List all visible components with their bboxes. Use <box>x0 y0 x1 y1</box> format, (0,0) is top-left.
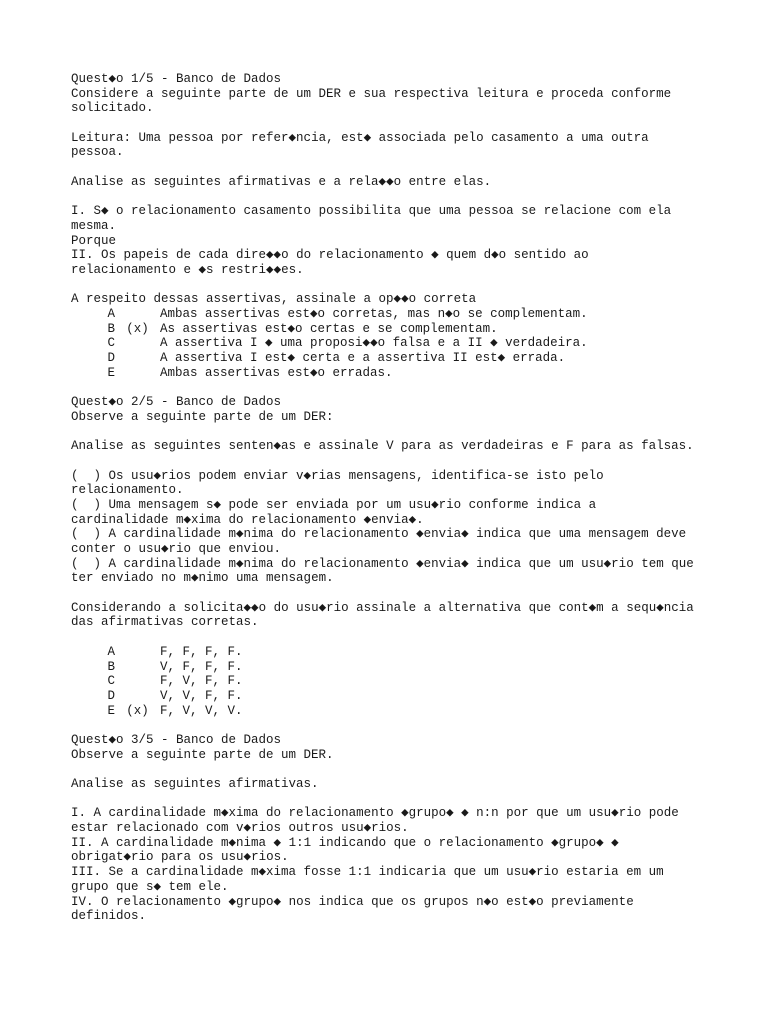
question-2-option <box>71 674 761 689</box>
option-text: As assertivas est◆o certas e se complementam. <box>160 321 498 336</box>
option-mark <box>115 366 160 381</box>
question-1-statement: relacionamento e ◆s restri◆◆es. <box>71 262 304 277</box>
option-letter: D <box>107 351 115 366</box>
question-3-statement: I. A cardinalidade m◆xima do relacionamento ◆grupo◆ ◆ n:n por que um usu◆rio pode <box>71 806 679 821</box>
question-3-title: Quest◆o 3/5 - Banco de Dados <box>71 732 282 747</box>
question-1-reading: Leitura: Uma pessoa por refer◆ncia, est◆ associada pelo casamento a uma outra <box>71 130 649 145</box>
question-1-statement: II. Os papeis de cada dire◆◆o do relacionamento ◆ quem d◆o sentido ao <box>71 248 589 263</box>
question-1-text-line: solicitado. <box>71 101 154 116</box>
option-text: V, F, F, F. <box>160 659 243 674</box>
question-2-statement: conter o usu◆rio que enviou. <box>71 542 282 556</box>
question-3-statement: III. Se a cardinalidade m◆xima fosse 1:1 indicaria que um usu◆rio estaria em um <box>71 865 664 880</box>
question-1-option <box>71 307 761 322</box>
question-2-prompt: das afirmativas corretas. <box>71 615 259 630</box>
question-2-instruction: Analise as seguintes senten◆as e assinale V para as verdadeiras e F para as falsas. <box>71 439 694 454</box>
question-1-reading: pessoa. <box>71 145 124 160</box>
question-3-statement: estar relacionado com v◆rios outros usu◆rios. <box>71 821 409 836</box>
question-1-instruction: Analise as seguintes afirmativas e a rela◆◆o entre elas. <box>71 174 492 189</box>
question-1-statement: I. S◆ o relacionamento casamento possibilita que uma pessoa se relacione com ela <box>71 204 672 219</box>
option-letter: C <box>107 674 115 689</box>
option-mark <box>115 645 160 660</box>
question-3-intro: Observe a seguinte parte de um DER. <box>71 747 334 762</box>
option-text: A assertiva I est◆ certa e a assertiva II est◆ errada. <box>160 351 566 366</box>
option-text: F, V, F, F. <box>160 674 243 689</box>
option-mark <box>115 674 160 689</box>
question-2-option <box>71 645 761 660</box>
question-1-option <box>71 366 761 381</box>
question-1-title: Quest◆o 1/5 - Banco de Dados <box>71 72 282 86</box>
option-mark <box>115 660 160 675</box>
question-3-statement: grupo que s◆ tem ele. <box>71 879 229 894</box>
question-2-statement: ter enviado no m◆nimo uma mensagem. <box>71 571 334 586</box>
option-mark-selected: (x) <box>126 703 149 718</box>
question-2-statement: cardinalidade m◆xima do relacionamento ◆envia◆. <box>71 512 424 527</box>
question-1-text-line: Considere a seguinte parte de um DER e sua respectiva leitura e proceda conforme <box>71 86 672 101</box>
question-2-statement: ( ) Uma mensagem s◆ pode ser enviada por um usu◆rio conforme indica a <box>71 497 597 512</box>
option-letter: A <box>107 644 115 659</box>
question-2-option <box>71 689 761 704</box>
question-2-statement: ( ) A cardinalidade m◆nima do relacionamento ◆envia◆ indica que um usu◆rio tem que <box>71 556 694 571</box>
option-text: F, F, F, F. <box>160 644 243 659</box>
option-text: F, V, V, V. <box>160 703 243 718</box>
question-1-statement: Porque <box>71 233 117 248</box>
question-2-statement: relacionamento. <box>71 483 184 498</box>
question-1-option <box>71 351 761 366</box>
option-text: V, V, F, F. <box>160 688 243 703</box>
option-text: Ambas assertivas est◆o erradas. <box>160 365 393 380</box>
question-1-option <box>71 336 761 351</box>
question-1-statement: mesma. <box>71 218 117 233</box>
question-3-instruction: Analise as seguintes afirmativas. <box>71 777 319 791</box>
option-mark <box>115 351 160 366</box>
option-mark-selected: (x) <box>126 321 149 336</box>
option-mark <box>115 689 160 704</box>
option-letter: C <box>107 336 115 351</box>
option-letter: A <box>107 307 115 321</box>
question-3-statement: obrigat◆rio para os usu◆rios. <box>71 850 289 865</box>
option-text: Ambas assertivas est◆o corretas, mas n◆o se complementam. <box>160 307 588 321</box>
question-1-prompt: A respeito dessas assertivas, assinale a op◆◆o correta <box>71 292 477 307</box>
question-3-statement: II. A cardinalidade m◆nima ◆ 1:1 indicando que o relacionamento ◆grupo◆ ◆ <box>71 835 619 850</box>
question-2-option <box>71 704 761 719</box>
question-2-prompt: Considerando a solicita◆◆o do usu◆rio assinale a alternativa que cont◆m a sequ◆ncia <box>71 600 694 615</box>
option-letter: B <box>107 321 115 336</box>
question-2-statement: ( ) A cardinalidade m◆nima do relacionamento ◆envia◆ indica que uma mensagem deve <box>71 527 687 542</box>
question-2-statement: ( ) Os usu◆rios podem enviar v◆rias mensagens, identifica-se isto pelo <box>71 468 604 483</box>
option-mark <box>115 307 160 322</box>
document-body <box>71 72 761 924</box>
option-letter: E <box>107 365 115 380</box>
option-mark <box>115 336 160 351</box>
option-text: A assertiva I ◆ uma proposi◆◆o falsa e a II ◆ verdadeira. <box>160 336 588 351</box>
question-2-intro: Observe a seguinte parte de um DER: <box>71 409 334 424</box>
option-letter: B <box>107 659 115 674</box>
option-letter: E <box>107 703 115 718</box>
option-letter: D <box>107 688 115 703</box>
question-2-option <box>71 660 761 675</box>
question-1-option <box>71 322 761 337</box>
question-2-title: Quest◆o 2/5 - Banco de Dados <box>71 395 282 410</box>
question-3-statement: definidos. <box>71 909 147 924</box>
question-3-statement: IV. O relacionamento ◆grupo◆ nos indica que os grupos n◆o est◆o previamente <box>71 894 634 909</box>
